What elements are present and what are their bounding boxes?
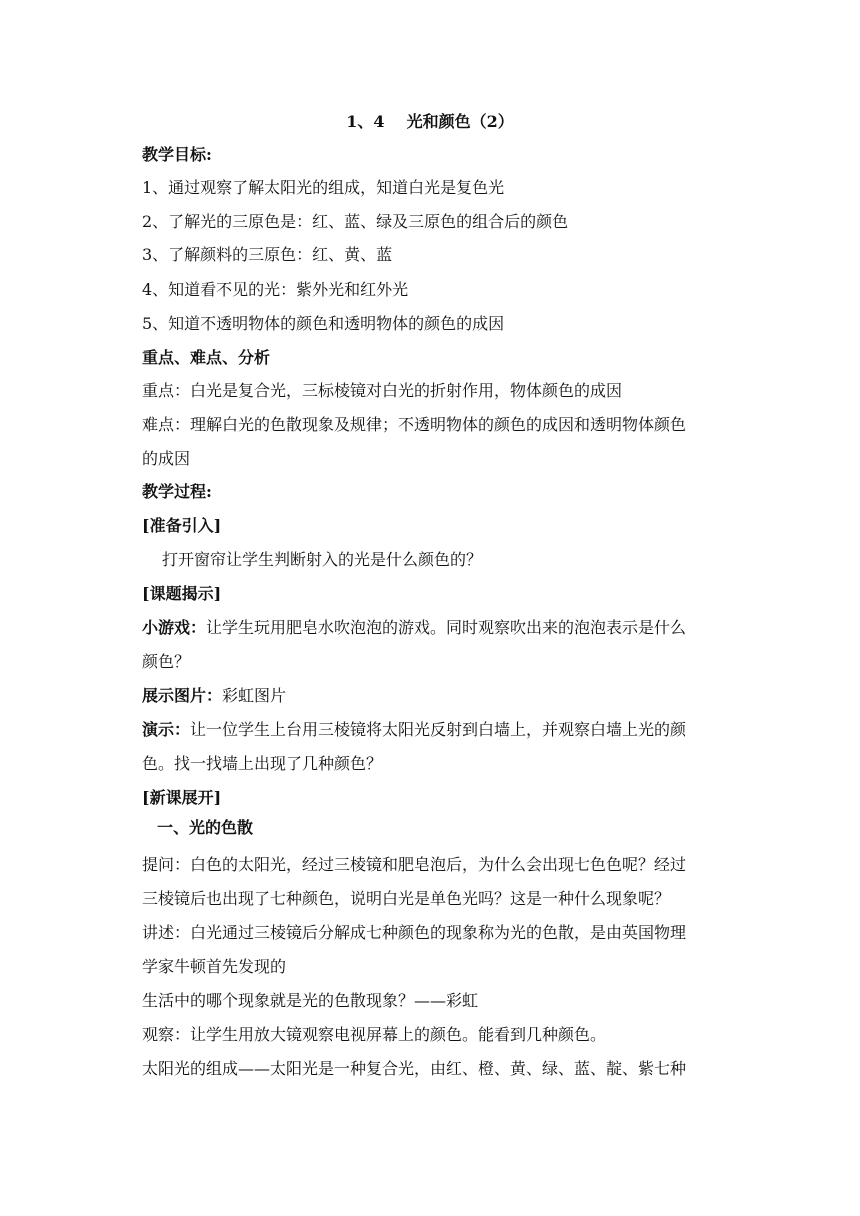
show-paragraph: [142, 686, 742, 706]
demo-paragraph: [142, 720, 742, 740]
difficult-point-text: 的成因: [142, 449, 191, 468]
question-text: 三棱镜后也出现了七种颜色，说明白光是单色光吗？这是一种什么现象呢？: [142, 889, 671, 908]
game-paragraph: [142, 618, 742, 638]
new-lesson-heading: [新课展开]: [142, 788, 222, 807]
game-text: 让学生玩用肥皂水吹泡泡的游戏。同时观察吹出来的泡泡表示是什么: [206, 618, 687, 637]
objective-item: 3、了解颜料的三原色：红、黄、蓝: [142, 245, 393, 264]
process-heading: 教学过程:: [142, 482, 212, 501]
key-points-heading: 重点、难点、分析: [142, 348, 271, 367]
game-label: 小游戏：: [142, 618, 207, 637]
title-number: 1、4: [346, 112, 385, 131]
title-text: 光和颜色（2）: [406, 112, 514, 131]
objective-item: 4、知道看不见的光：紫外光和红外光: [142, 280, 409, 299]
demo-text: 让一位学生上台用三棱镜将太阳光反射到白墙上，并观察白墙上光的颜: [190, 720, 687, 739]
show-text: 彩虹图片: [222, 686, 287, 705]
life-text: 生活中的哪个现象就是光的色散现象？——彩虹: [142, 991, 479, 1010]
observe-text: 观察：让学生用放大镜观察电视屏幕上的颜色。能看到几种颜色。: [142, 1025, 607, 1044]
explain-text: 学家牛顿首先发现的: [142, 957, 287, 976]
objective-item: 2、了解光的三原色是：红、蓝、绿及三原色的组合后的颜色: [142, 212, 569, 231]
objective-item: 1、通过观察了解太阳光的组成，知道白光是复色光: [142, 178, 505, 197]
page-title: [0, 112, 860, 132]
sunlight-text: 太阳光的组成——太阳光是一种复合光，由红、橙、黄、绿、蓝、靛、紫七种: [142, 1059, 687, 1078]
reveal-heading: [课题揭示]: [142, 584, 222, 603]
intro-text: 打开窗帘让学生判断射入的光是什么颜色的？: [162, 550, 483, 569]
question-text: 提问：白色的太阳光，经过三棱镜和肥皂泡后，为什么会出现七色色呢？经过: [142, 855, 687, 874]
demo-label: 演示：: [142, 720, 191, 739]
objective-item: 5、知道不透明物体的颜色和透明物体的颜色的成因: [142, 314, 505, 333]
intro-heading: [准备引入]: [142, 516, 222, 535]
difficult-point-text: 难点：理解白光的色散现象及规律；不透明物体的颜色的成因和透明物体颜色: [142, 415, 687, 434]
section-heading: 一、光的色散: [157, 818, 254, 837]
demo-text-continued: 色。找一找墙上出现了几种颜色？: [142, 754, 383, 773]
explain-text: 讲述：白光通过三棱镜后分解成七种颜色的现象称为光的色散，是由英国物理: [142, 923, 687, 942]
show-label: 展示图片：: [142, 686, 223, 705]
key-point-text: 重点：白光是复合光，三标棱镜对白光的折射作用，物体颜色的成因: [142, 381, 623, 400]
game-text-continued: 颜色？: [142, 652, 191, 671]
objectives-heading: 教学目标:: [142, 145, 212, 164]
